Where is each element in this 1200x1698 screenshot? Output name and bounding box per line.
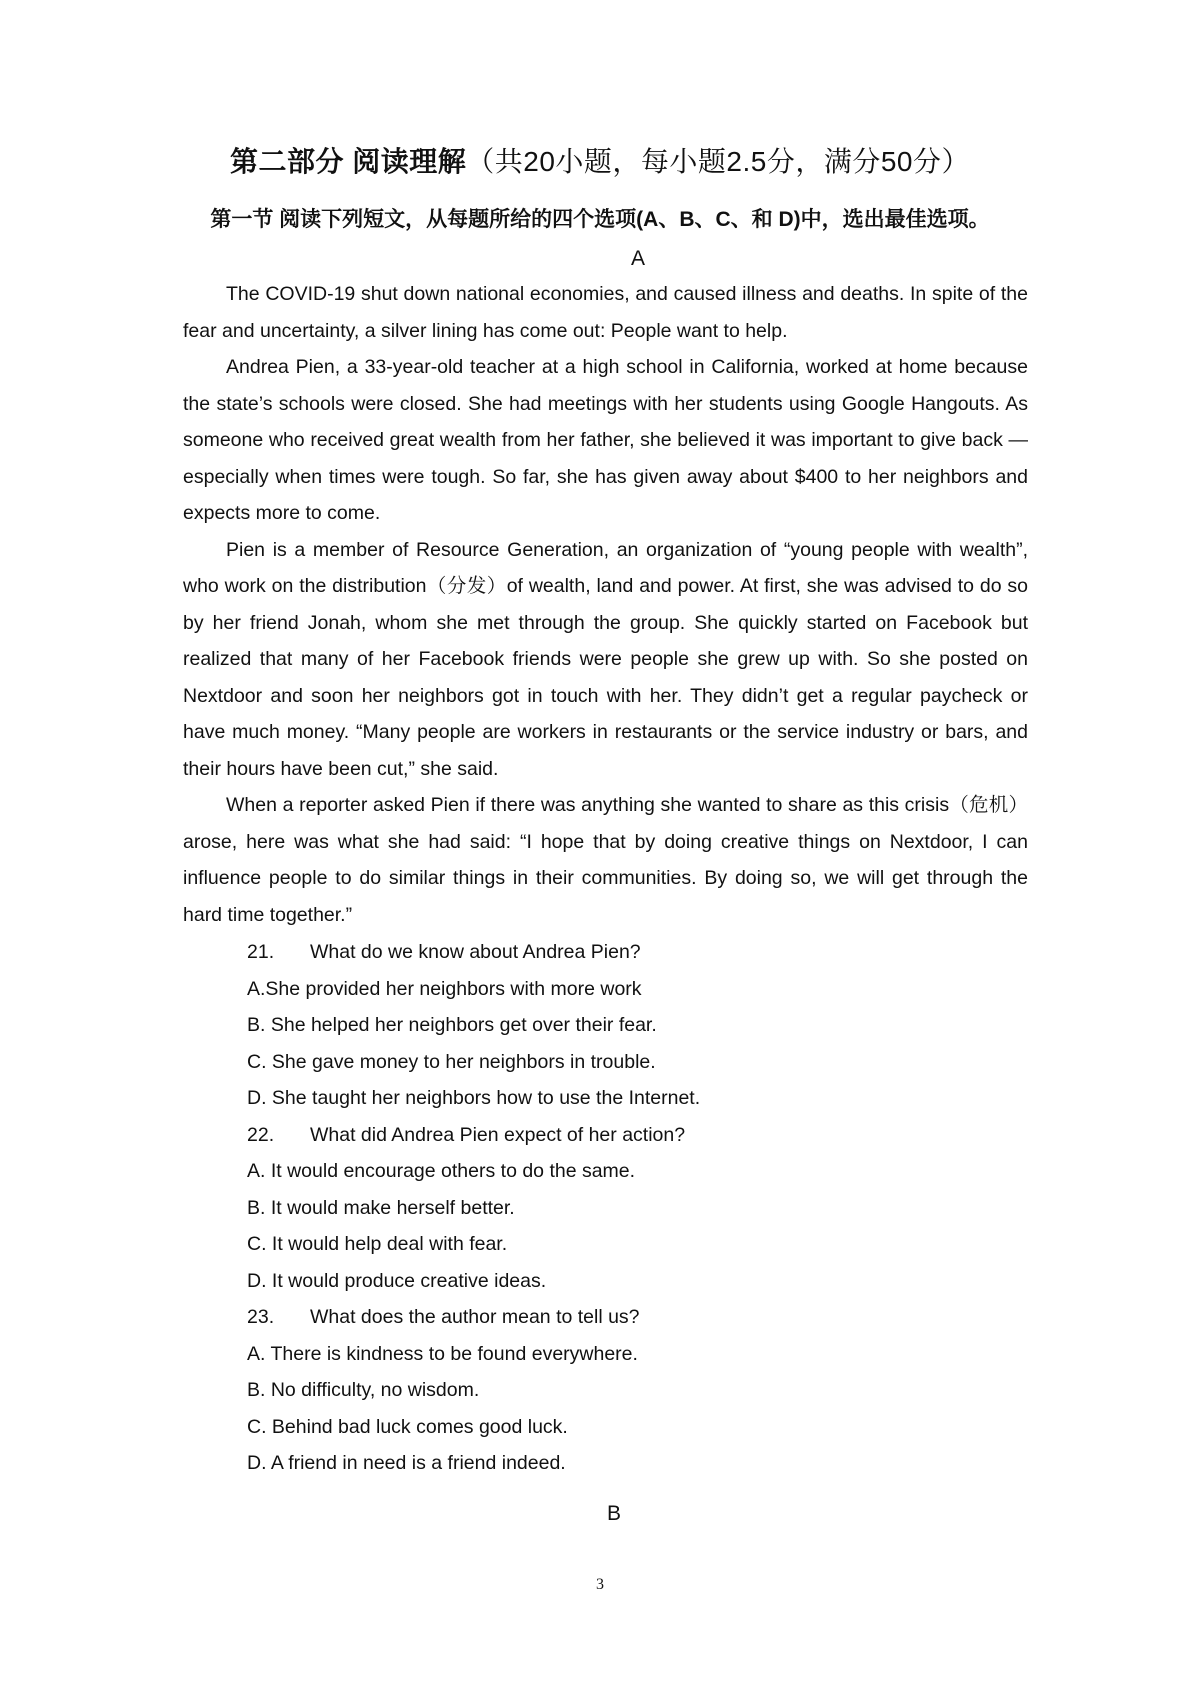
question-21 — [247, 934, 1027, 1117]
passage-a-body — [183, 276, 1028, 933]
passage-a-paragraph-3: Pien is a member of Resource Generation, an organization of “young people with wealth”, who work on the distribution（分发）of wealth, land and power. At first, she was advised to do so by her friend Jonah, whom she met through the group. She quickly started on Facebook but realized that many of her Facebook friends were people she grew up with. So she posted on Nextdoor and soon her neighbors got in touch with her. They didn’t get a regular paycheck or have much money. “Many people are workers in restaurants or the service industry or bars, and their hours have been cut,” she said. — [183, 538, 1028, 780]
question-stem: What do we know about Andrea Pien? — [310, 941, 641, 963]
option-c: C. She gave money to her neighbors in trouble. — [247, 1050, 656, 1073]
part-title-bold: 第二部分 阅读理解 — [230, 146, 467, 177]
question-number: 22. — [247, 1123, 275, 1146]
question-stem: What does the author mean to tell us? — [310, 1306, 640, 1328]
passage-b-letter: B — [606, 1502, 621, 1525]
passage-a-paragraph-1: The COVID-19 shut down national economies, and caused illness and deaths. In spite of the fear and uncertainty, a silver lining has come out: People want to help. — [183, 283, 1028, 342]
option-a: A. It would encourage others to do the same. — [247, 1160, 636, 1182]
option-b: B. It would make herself better. — [247, 1196, 515, 1219]
passage-a-paragraph-2: Andrea Pien, a 33-year-old teacher at a high school in California, worked at home because the state’s schools were closed. She had meetings with her students using Google Hangouts. As someone who received great wealth from her father, she believed it was important to give back — especially when times were tough. So far, she has given away about $400 to her neighbors and expects more to come. — [183, 356, 1028, 524]
option-a: A.She provided her neighbors with more work — [247, 977, 642, 1000]
option-b: B. No difficulty, no wisdom. — [247, 1379, 480, 1401]
part-title — [0, 142, 1200, 182]
option-c: C. It would help deal with fear. — [247, 1233, 508, 1255]
question-22 — [247, 1117, 1027, 1300]
option-c: C. Behind bad luck comes good luck. — [247, 1415, 568, 1438]
question-list — [247, 934, 1027, 1482]
option-d: D. It would produce creative ideas. — [247, 1269, 547, 1292]
passage-a-letter: A — [630, 247, 645, 270]
question-number: 23. — [247, 1306, 275, 1328]
option-b: B. She helped her neighbors get over their fear. — [247, 1014, 657, 1036]
question-stem: What did Andrea Pien expect of her action? — [310, 1123, 686, 1146]
question-number: 21. — [247, 941, 275, 963]
section-instruction: 第一节 阅读下列短文，从每题所给的四个选项(A、B、C、和 D)中，选出最佳选项。 — [210, 208, 990, 231]
passage-a-paragraph-4: When a reporter asked Pien if there was anything she wanted to share as this crisis（危机）arose, here was what she had said: “I hope that by doing creative things on Nextdoor, I can influence people to do similar things in their communities. By doing so, we will get through the hard time together.” — [183, 794, 1028, 926]
option-d: D. A friend in need is a friend indeed. — [247, 1452, 566, 1474]
page-number: 3 — [596, 1576, 604, 1593]
option-a: A. There is kindness to be found everywhere. — [247, 1342, 638, 1365]
question-23 — [247, 1299, 1027, 1482]
option-d: D. She taught her neighbors how to use the Internet. — [247, 1087, 701, 1109]
part-title-rest: （共20小题，每小题2.5分，满分50分） — [466, 146, 970, 177]
